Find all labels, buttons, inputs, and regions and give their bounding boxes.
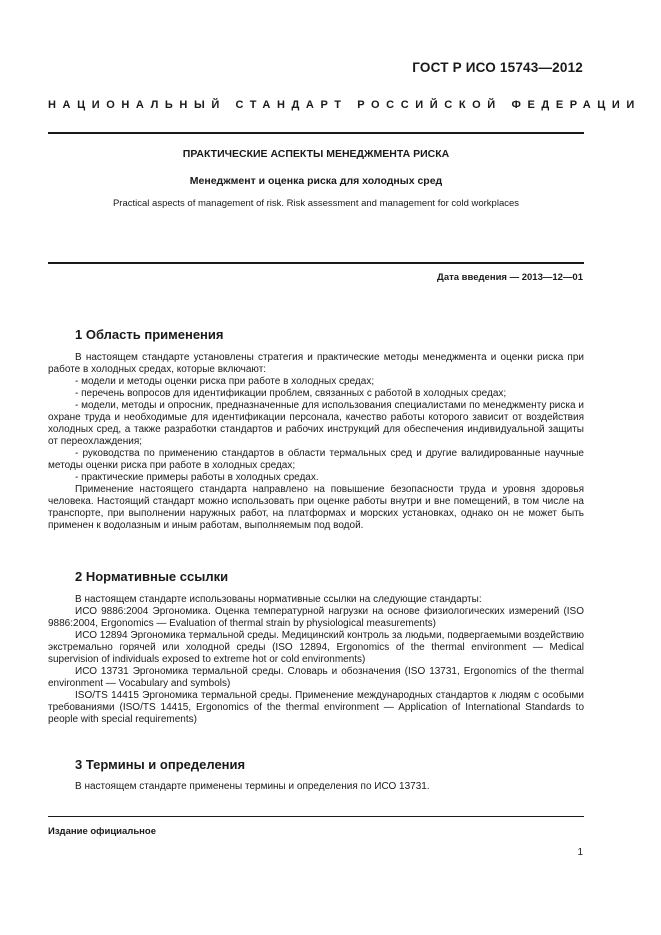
section-3-heading: 3 Термины и определения [75,757,246,772]
paragraph: В настоящем стандарте установлены стратегия и практические методы менеджмента и оценки риска при работе в холодных средах, которые включают: [48,352,584,375]
title-english: Practical aspects of management of risk. Risk assessment and management for cold workplaces [112,198,520,209]
title-divider [48,262,584,264]
section-2-heading: 2 Нормативные ссылки [75,569,229,584]
paragraph: Применение настоящего стандарта направлено на повышение безопасности труда и уровня здоровья человека. Настоящий стандарт можно использовать при оценке работы внутри и вне помещений, в том числе на транспорте, при выполнении наружных работ, на платформах и морских установках, однако он не может быть применен к водолазным и иным работам, выполняемым под водой. [48,484,584,531]
title-main: ПРАКТИЧЕСКИЕ АСПЕКТЫ МЕНЕДЖМЕНТА РИСКА [182,148,450,160]
list-item: - перечень вопросов для идентификации проблем, связанных с работой в холодных средах; [75,388,507,399]
list-item: - модели, методы и опросник, предназначенные для использования специалистами по менеджменту риска и охране труда и необходимые для идентификации персонала, качество работы которого зависит от воздействия холодных сред, а также разработки стандартов и рабочих инструкций для обеспечения индивидуальной защиты от переохлаждения; [48,400,584,447]
section-1-body [48,352,584,532]
reference-item: ИСО 12894 Эргономика термальной среды. Медицинский контроль за людьми, подвергаемыми воздействию экстремально горячей или холодной среды (ISO 12894, Ergonomics of the thermal environment — Medical supervision of individuals exposed to extreme hot or cold environments) [48,630,584,665]
section-3-body [48,781,584,793]
top-divider [48,132,584,134]
reference-item: ИСО 13731 Эргономика термальной среды. Словарь и обозначения (ISO 13731, Ergonomics of the thermal environment — Vocabulary and symbols) [48,666,584,689]
reference-item: ISO/TS 14415 Эргономика термальной среды. Применение международных стандартов к людям с особыми требованиями (ISO/TS 14415, Ergonomics of the thermal environment — Application of International Standards to people with special requirements) [48,690,584,725]
national-standard-banner: НАЦИОНАЛЬНЫЙ СТАНДАРТ РОССИЙСКОЙ ФЕДЕРАЦИИ [48,99,641,111]
document-code: ГОСТ Р ИСО 15743—2012 [412,60,583,75]
title-sub: Менеджмент и оценка риска для холодных сред [189,175,443,187]
list-item: - модели и методы оценки риска при работе в холодных средах; [75,376,375,387]
reference-item: ИСО 9886:2004 Эргономика. Оценка температурной нагрузки на основе физиологических измерений (ISO 9886:2004, Ergonomics — Evaluation of thermal strain by physiological measurements) [48,606,584,629]
list-item: - руководства по применению стандартов в области термальных сред и другие валидированные научные методы оценки риска при работе в холодных средах; [48,448,584,471]
page-number: 1 [577,847,583,858]
official-edition-label: Издание официальное [48,826,156,837]
footer-divider [48,816,584,817]
paragraph: В настоящем стандарте использованы нормативные ссылки на следующие стандарты: [75,594,482,605]
paragraph: В настоящем стандарте применены термины и определения по ИСО 13731. [75,781,430,792]
intro-date: Дата введения — 2013—12—01 [437,272,583,283]
section-2-body [48,594,584,726]
section-1-heading: 1 Область применения [75,327,224,342]
list-item: - практические примеры работы в холодных средах. [75,472,319,483]
